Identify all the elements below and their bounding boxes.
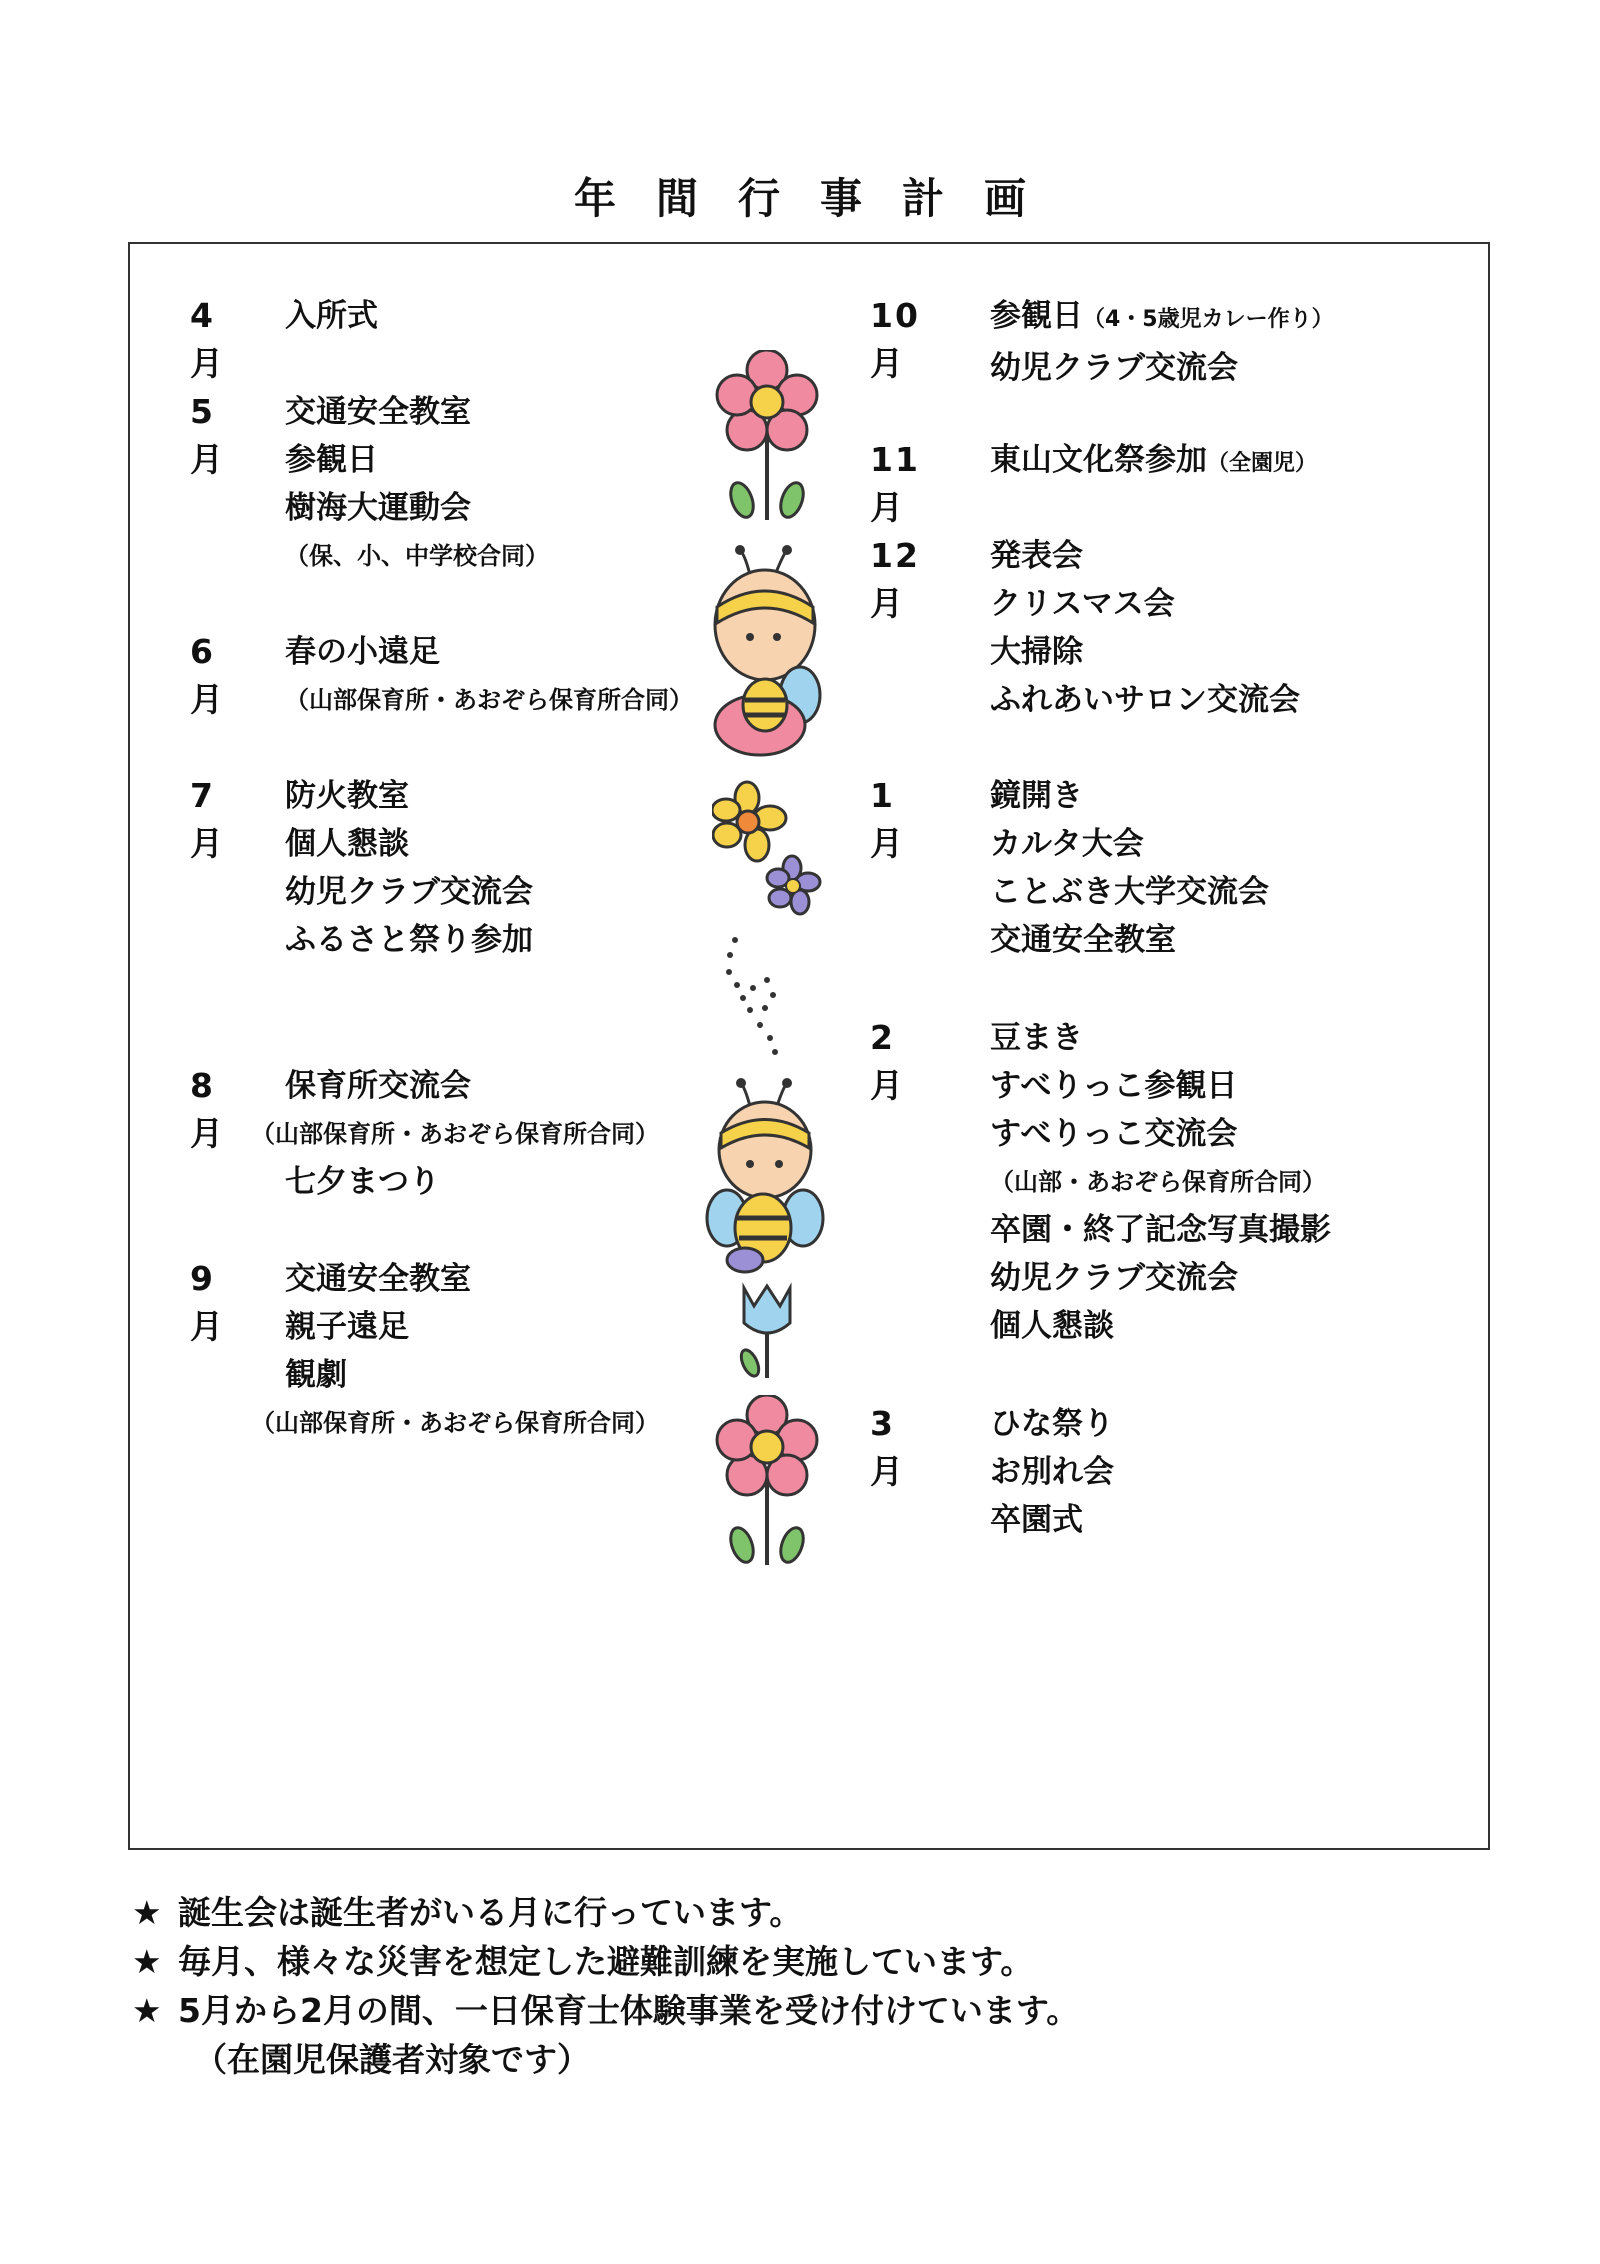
event-text: 発表会 — [990, 538, 1083, 574]
note-item: ★ 毎月、様々な災害を想定した避難訓練を実施しています。 — [132, 1937, 1079, 1986]
event-item — [990, 344, 1334, 392]
event-item — [251, 1399, 659, 1447]
event-text: ひな祭り — [990, 1406, 1114, 1442]
event-text: 交通安全教室 — [990, 922, 1176, 958]
event-text: 卒園式 — [990, 1502, 1083, 1538]
event-text: （山部保育所・あおぞら保育所合同） — [251, 1120, 659, 1148]
event-text: 保育所交流会 — [285, 1068, 471, 1104]
event-text: 交通安全教室 — [285, 394, 471, 430]
event-text: 観劇 — [285, 1357, 347, 1393]
event-item — [990, 1014, 1331, 1062]
note-item: （在園児保護者対象です） — [194, 2040, 590, 2079]
event-text: 参観日 — [990, 298, 1083, 334]
event-item — [990, 628, 1300, 676]
flight-path-dots-icon — [715, 930, 795, 1060]
note-item: ★ 5月から2月の間、一日保育士体験事業を受け付けています。 — [132, 1986, 1079, 2035]
event-item — [990, 1110, 1331, 1158]
event-item — [990, 1158, 1331, 1206]
event-text: 幼児クラブ交流会 — [285, 874, 533, 910]
yellow-and-purple-flowers-icon — [712, 780, 822, 950]
month-label: 11月 — [870, 440, 920, 527]
event-item — [285, 1158, 659, 1206]
pink-flower-bottom-icon — [712, 1395, 822, 1575]
event-item — [990, 1254, 1331, 1302]
event-text: （山部保育所・あおぞら保育所合同） — [285, 686, 693, 714]
bee-icon — [705, 1078, 825, 1278]
event-text: 個人懇談 — [285, 826, 409, 862]
event-item — [285, 868, 533, 916]
event-text: 卒園・終了記念写真撮影 — [990, 1212, 1331, 1248]
event-text: 樹海大運動会 — [285, 490, 471, 526]
event-text: 東山文化祭参加 — [990, 442, 1207, 478]
event-item — [285, 916, 533, 964]
event-text: （山部保育所・あおぞら保育所合同） — [251, 1409, 659, 1437]
event-text: （保、小、中学校合同） — [285, 542, 549, 570]
event-item — [285, 388, 549, 436]
month-label: 9月 — [190, 1259, 225, 1346]
event-text: 豆まき — [990, 1020, 1083, 1056]
event-text: すべりっこ交流会 — [990, 1116, 1238, 1152]
event-item — [285, 1062, 659, 1110]
event-item — [285, 1351, 659, 1399]
event-text: クリスマス会 — [990, 586, 1175, 622]
month-label: 6月 — [190, 632, 225, 719]
event-item — [990, 580, 1300, 628]
event-item — [990, 532, 1300, 580]
event-item — [251, 1110, 659, 1158]
event-item — [285, 1255, 659, 1303]
pink-flower-icon — [712, 350, 822, 530]
event-item — [285, 484, 549, 532]
event-text: 交通安全教室 — [285, 1261, 471, 1297]
star-icon: ★ — [132, 1942, 162, 1981]
event-item — [285, 628, 693, 676]
event-text: ふれあいサロン交流会 — [990, 682, 1300, 718]
page-title: 年間行事計画 — [573, 174, 1066, 223]
event-text: 個人懇談 — [990, 1308, 1114, 1344]
event-item — [990, 1206, 1331, 1254]
event-text: カルタ大会 — [990, 826, 1144, 862]
event-item — [990, 292, 1334, 344]
event-text: 大掃除 — [990, 634, 1083, 670]
event-text: 親子遠足 — [285, 1309, 409, 1345]
event-item — [990, 436, 1317, 488]
event-text: 春の小遠足 — [285, 634, 440, 670]
event-item — [285, 820, 533, 868]
month-label: 7月 — [190, 776, 225, 863]
event-item — [990, 1496, 1114, 1544]
event-item — [990, 1400, 1114, 1448]
event-item — [990, 1448, 1114, 1496]
event-item — [990, 820, 1269, 868]
blue-tulip-icon — [732, 1278, 802, 1388]
event-text: 七夕まつり — [285, 1164, 440, 1200]
event-item — [285, 1303, 659, 1351]
event-text: ことぶき大学交流会 — [990, 874, 1269, 910]
event-text: 幼児クラブ交流会 — [990, 1260, 1238, 1296]
event-text: 入所式 — [285, 298, 378, 334]
note-item: ★ 誕生会は誕生者がいる月に行っています。 — [132, 1888, 1079, 1937]
event-item — [990, 676, 1300, 724]
event-text: ふるさと祭り参加 — [285, 922, 533, 958]
event-note: （全園児） — [1207, 451, 1318, 476]
event-text: 参観日 — [285, 442, 378, 478]
event-item — [285, 292, 378, 340]
event-item — [285, 436, 549, 484]
star-icon: ★ — [132, 1893, 162, 1932]
event-item — [990, 868, 1269, 916]
event-text: 鏡開き — [990, 778, 1083, 814]
event-text: 防火教室 — [285, 778, 409, 814]
event-item — [285, 676, 693, 724]
month-label: 1月 — [870, 776, 905, 863]
event-note: （4・5歳児カレー作り） — [1083, 307, 1334, 332]
event-item — [990, 1062, 1331, 1110]
event-item — [990, 1302, 1331, 1350]
month-label: 3月 — [870, 1404, 905, 1491]
notes — [132, 1888, 1079, 2084]
month-label: 8月 — [190, 1066, 225, 1153]
event-item — [285, 772, 533, 820]
month-label: 5月 — [190, 392, 225, 479]
event-item — [990, 916, 1269, 964]
event-text: すべりっこ参観日 — [990, 1068, 1238, 1104]
event-text: 幼児クラブ交流会 — [990, 350, 1238, 386]
month-label: 2月 — [870, 1018, 905, 1105]
event-text: お別れ会 — [990, 1454, 1114, 1490]
star-icon: ★ — [132, 1991, 162, 2030]
event-item — [990, 772, 1269, 820]
event-text: （山部・あおぞら保育所合同） — [990, 1168, 1326, 1196]
bee-with-flower-icon — [705, 545, 825, 765]
month-label: 12月 — [870, 536, 920, 623]
month-label: 10月 — [870, 296, 920, 383]
month-label: 4月 — [190, 296, 225, 383]
event-item — [285, 532, 549, 580]
